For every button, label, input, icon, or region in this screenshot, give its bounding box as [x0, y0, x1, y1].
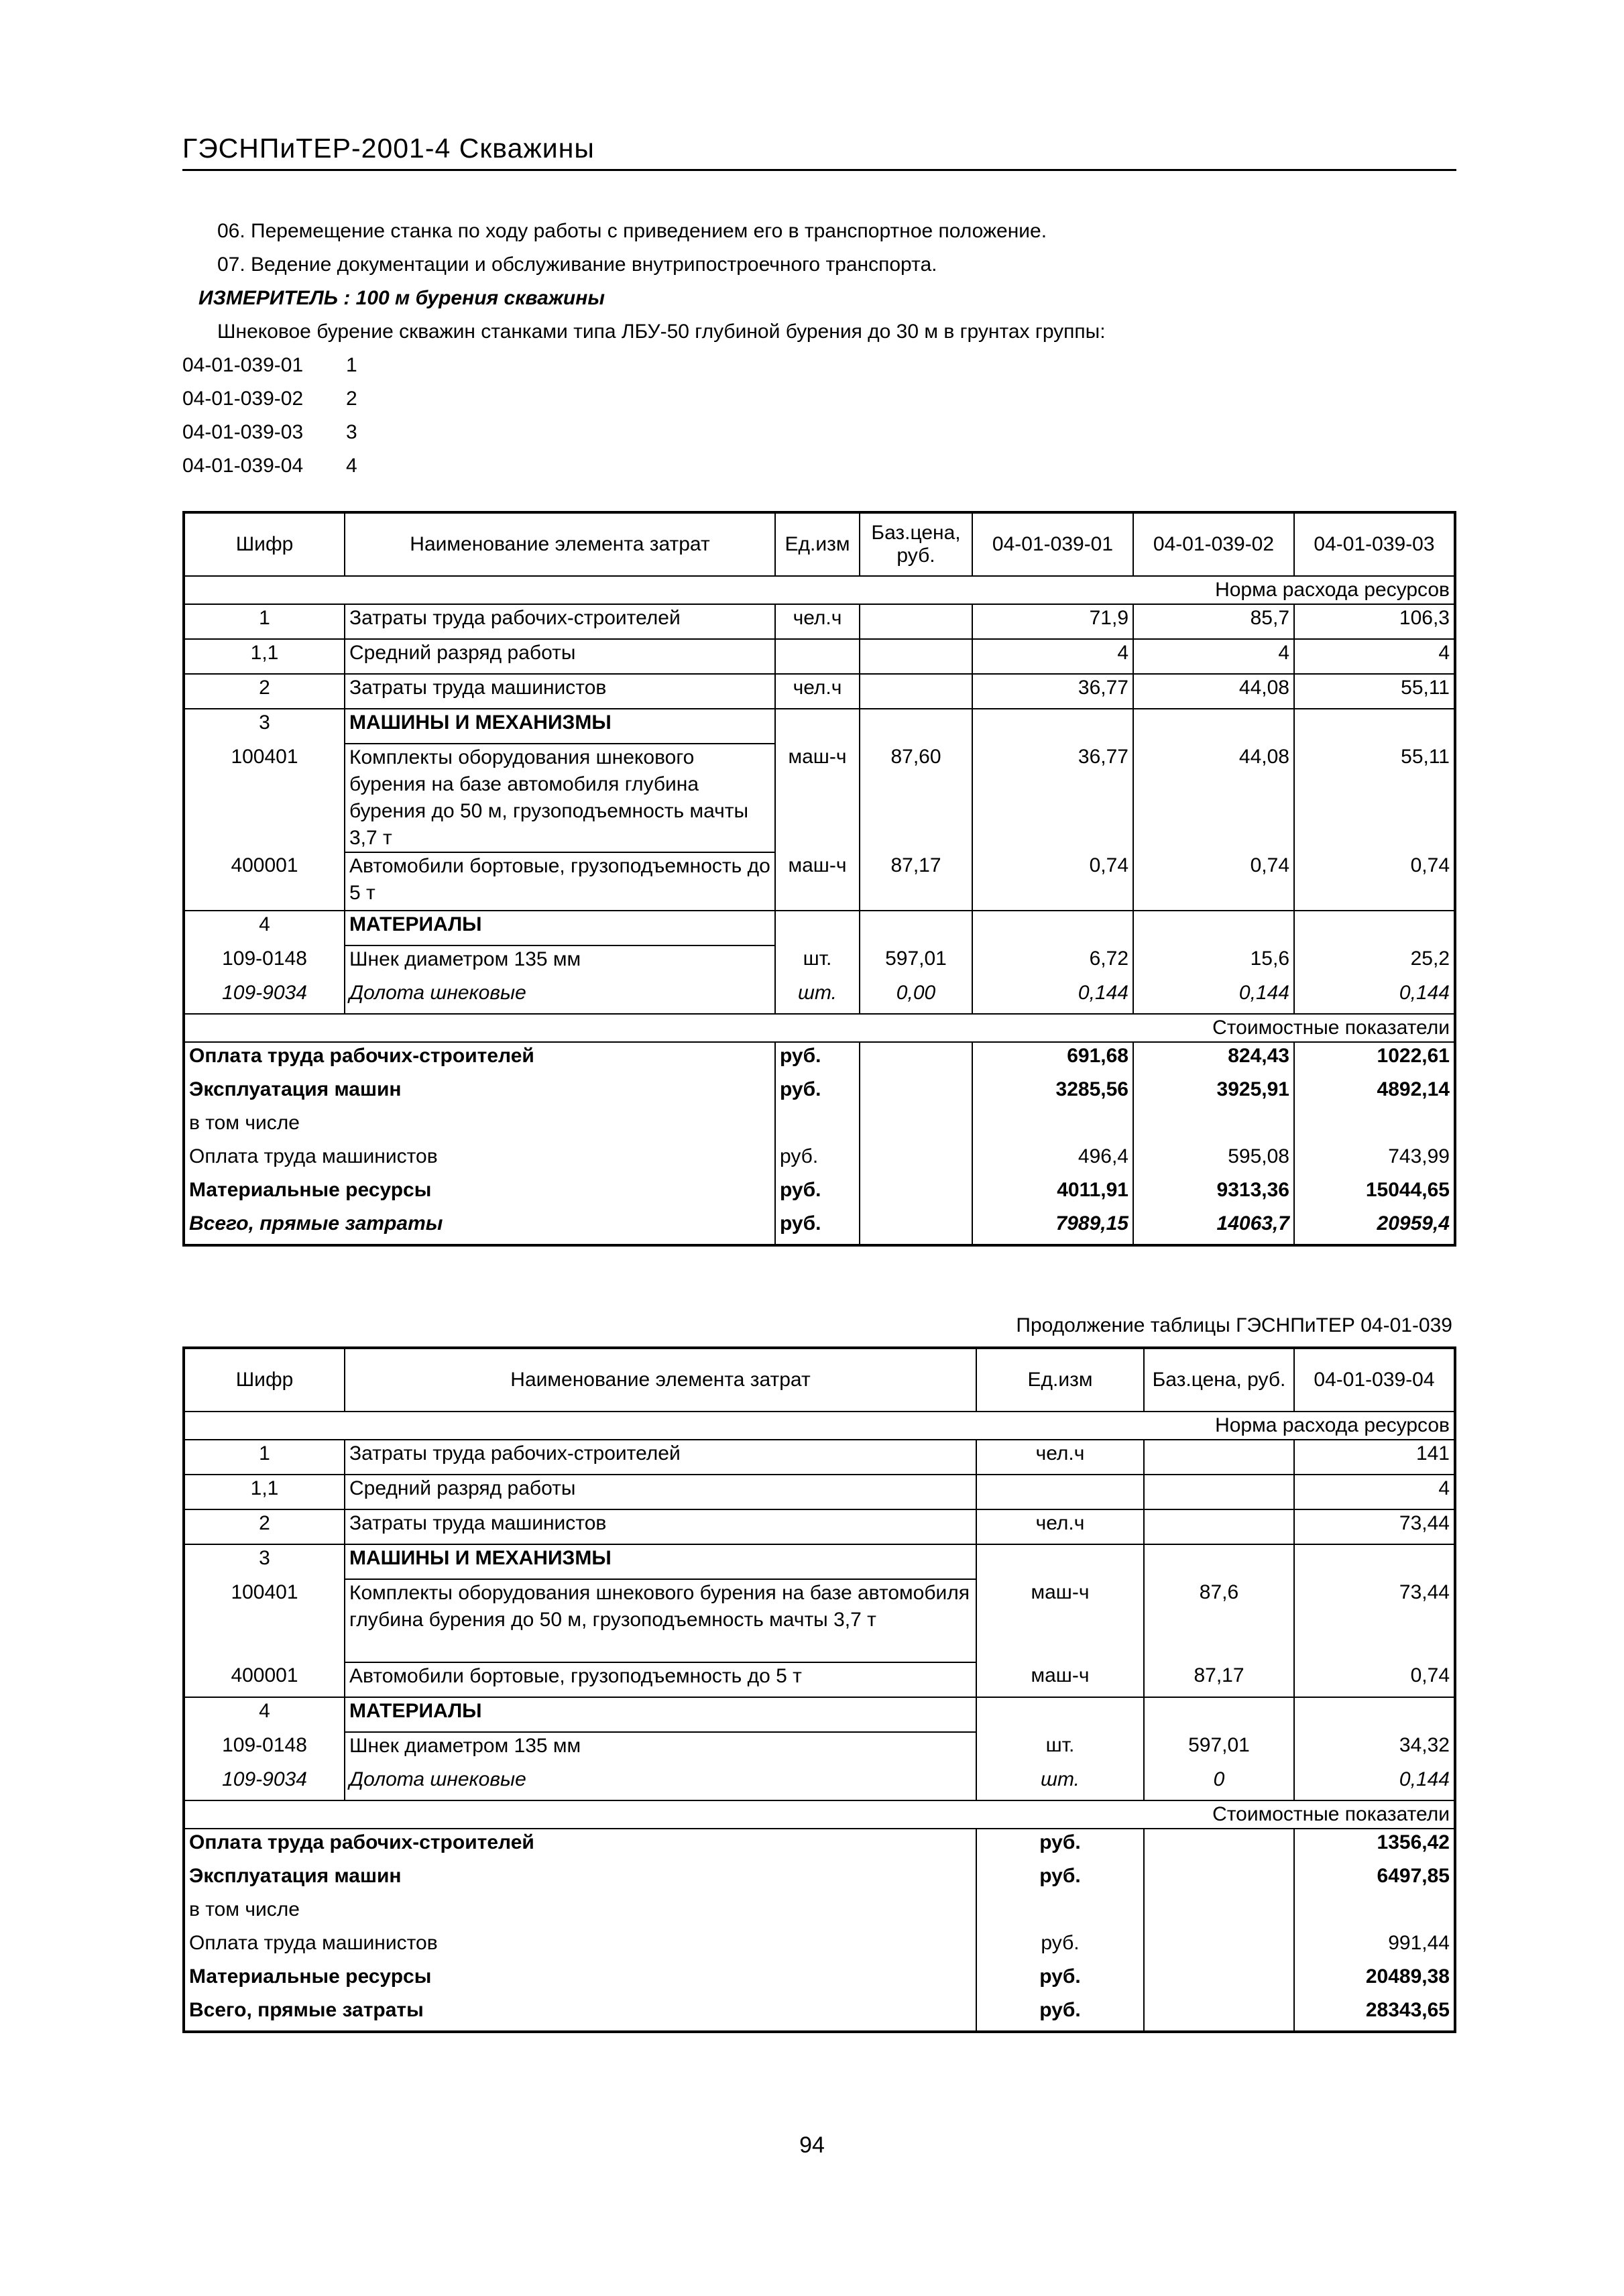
row-name: Долота шнековые: [345, 980, 775, 1014]
cost-unit: руб.: [976, 1829, 1144, 1863]
group-row: [184, 1544, 1455, 1579]
row-name: Автомобили бортовые, грузоподъемность до 5 т: [345, 1662, 976, 1697]
section-row: [184, 1800, 1455, 1829]
row-price: [1144, 1440, 1294, 1475]
group: 2: [346, 388, 357, 410]
table-row: [184, 852, 1455, 911]
cost-unit: [976, 1896, 1144, 1930]
group-row: [184, 709, 1455, 744]
cost-value-1: [972, 1110, 1133, 1143]
row-code: 100401: [184, 744, 345, 852]
cost-value-1: 3285,56: [972, 1076, 1133, 1110]
cost-name: Всего, прямые затраты: [184, 1997, 976, 2032]
cost-name: Материальные ресурсы: [184, 1177, 775, 1210]
document-header: ГЭСНПиТЕР-2001-4 Скважины: [182, 133, 595, 164]
cost-row: [184, 1177, 1455, 1210]
table-row: [184, 1475, 1455, 1509]
table-row: [184, 1662, 1455, 1697]
row-name: Шнек диаметром 135 мм: [345, 1732, 976, 1766]
page-number: 94: [799, 2132, 825, 2158]
table-row: [184, 604, 1455, 639]
row-code: 1,1: [184, 639, 345, 674]
cost-unit: руб.: [775, 1076, 860, 1110]
cost-unit: руб.: [775, 1177, 860, 1210]
col-header-price: Баз.цена, руб.: [860, 512, 972, 576]
row-name: МАТЕРИАЛЫ: [345, 1697, 976, 1732]
cost-row: [184, 1110, 1455, 1143]
row-value-3: 55,11: [1294, 674, 1455, 709]
row-price: [860, 604, 972, 639]
col-header-name: Наименование элемента затрат: [345, 1348, 976, 1412]
row-price: 597,01: [1144, 1732, 1294, 1766]
cost-row: [184, 1829, 1455, 1863]
row-name: Долота шнековые: [345, 1766, 976, 1800]
cost-value-1: 496,4: [972, 1143, 1133, 1177]
table-row: [184, 674, 1455, 709]
row-unit: [775, 639, 860, 674]
cost-unit: руб.: [976, 1997, 1144, 2032]
row-code: 109-0148: [184, 945, 345, 980]
row-price: 87,6: [1144, 1579, 1294, 1662]
row-unit: чел.ч: [775, 604, 860, 639]
section-row: [184, 1412, 1455, 1440]
row-name: Затраты труда рабочих-строителей: [345, 1440, 976, 1475]
row-unit: шт.: [976, 1732, 1144, 1766]
row-value-2: 4: [1133, 639, 1294, 674]
row-code: 109-0148: [184, 1732, 345, 1766]
norms-table-2: [182, 1346, 1456, 2033]
code: 04-01-039-04: [182, 455, 304, 477]
row-value-2: 85,7: [1133, 604, 1294, 639]
cost-value-1: 20489,38: [1294, 1963, 1455, 1997]
row-name: Средний разряд работы: [345, 639, 775, 674]
row-code: 2: [184, 674, 345, 709]
table-row: [184, 1509, 1455, 1544]
cost-name: Оплата труда машинистов: [184, 1143, 775, 1177]
cost-name: в том числе: [184, 1110, 775, 1143]
col-header-norm-1: 04-01-039-01: [972, 512, 1133, 576]
row-value-1: 4: [972, 639, 1133, 674]
col-header-norm-2: 04-01-039-02: [1133, 512, 1294, 576]
cost-value-1: 6497,85: [1294, 1863, 1455, 1896]
cost-value-1: 28343,65: [1294, 1997, 1455, 2032]
row-price: [860, 674, 972, 709]
table-row: [184, 744, 1455, 852]
row-unit: чел.ч: [775, 674, 860, 709]
table-row: [184, 639, 1455, 674]
row-unit: чел.ч: [976, 1509, 1144, 1544]
row-unit: шт.: [976, 1766, 1144, 1800]
cost-unit: руб.: [775, 1210, 860, 1245]
cost-row: [184, 1210, 1455, 1245]
row-price: 0,00: [860, 980, 972, 1014]
row-value-1: 36,77: [972, 674, 1133, 709]
cost-value-3: 1022,61: [1294, 1042, 1455, 1076]
cost-value-1: 4011,91: [972, 1177, 1133, 1210]
row-value-1: 34,32: [1294, 1732, 1455, 1766]
cost-value-2: 824,43: [1133, 1042, 1294, 1076]
cost-section-label: Стоимостные показатели: [184, 1014, 1455, 1042]
cost-unit: [775, 1110, 860, 1143]
code: 04-01-039-03: [182, 421, 304, 443]
table-row: [184, 1766, 1455, 1800]
cost-unit: руб.: [976, 1930, 1144, 1963]
cost-name: Оплата труда машинистов: [184, 1930, 976, 1963]
table-row: [184, 1579, 1455, 1662]
cost-value-1: 991,44: [1294, 1930, 1455, 1963]
row-name: Шнек диаметром 135 мм: [345, 945, 775, 980]
row-value-3: 55,11: [1294, 744, 1455, 852]
cost-row: [184, 1997, 1455, 2032]
cost-value-1: 1356,42: [1294, 1829, 1455, 1863]
row-code: 1,1: [184, 1475, 345, 1509]
row-value-2: 15,6: [1133, 945, 1294, 980]
row-code: 3: [184, 1544, 345, 1579]
row-value-1: 71,9: [972, 604, 1133, 639]
row-price: 597,01: [860, 945, 972, 980]
row-price: 0: [1144, 1766, 1294, 1800]
row-price: 87,17: [1144, 1662, 1294, 1697]
row-value-1: 0,144: [972, 980, 1133, 1014]
table-continuation-caption: Продолжение таблицы ГЭСНПиТЕР 04-01-039: [1016, 1314, 1452, 1336]
row-unit: маш-ч: [976, 1579, 1144, 1662]
row-value-3: 0,144: [1294, 980, 1455, 1014]
row-code: 100401: [184, 1579, 345, 1662]
cost-value-3: 20959,4: [1294, 1210, 1455, 1245]
cost-unit: руб.: [775, 1143, 860, 1177]
cost-value-3: 15044,65: [1294, 1177, 1455, 1210]
cost-name: Материальные ресурсы: [184, 1963, 976, 1997]
cost-name: Эксплуатация машин: [184, 1076, 775, 1110]
table-row: [184, 1440, 1455, 1475]
row-name: Средний разряд работы: [345, 1475, 976, 1509]
table-row: [184, 1732, 1455, 1766]
row-name: МАШИНЫ И МЕХАНИЗМЫ: [345, 1544, 976, 1579]
cost-row: [184, 1863, 1455, 1896]
intro-block: [182, 215, 1456, 483]
row-name: Комплекты оборудования шнекового бурения на базе автомобиля глубина бурения до 50 м, грузоподъемность мачты 3,7 т: [345, 744, 775, 852]
row-code: 2: [184, 1509, 345, 1544]
col-header-code: Шифр: [184, 512, 345, 576]
row-unit: маш-ч: [775, 852, 860, 911]
row-value-1: 0,74: [972, 852, 1133, 911]
row-code: 109-9034: [184, 1766, 345, 1800]
row-unit: маш-ч: [775, 744, 860, 852]
row-price: [1144, 1475, 1294, 1509]
row-unit: маш-ч: [976, 1662, 1144, 1697]
cost-value-1: 7989,15: [972, 1210, 1133, 1245]
row-name: Автомобили бортовые, грузоподъемность до 5 т: [345, 852, 775, 911]
row-name: Затраты труда машинистов: [345, 1509, 976, 1544]
row-name: Затраты труда рабочих-строителей: [345, 604, 775, 639]
cost-value-2: 9313,36: [1133, 1177, 1294, 1210]
row-code: 4: [184, 911, 345, 945]
code: 04-01-039-02: [182, 388, 304, 410]
row-value-3: 4: [1294, 639, 1455, 674]
code-line: [182, 449, 1456, 483]
cost-value-2: [1133, 1110, 1294, 1143]
group: 1: [346, 354, 357, 376]
cost-row: [184, 1963, 1455, 1997]
col-header-price: Баз.цена, руб.: [1144, 1348, 1294, 1412]
row-value-2: 0,144: [1133, 980, 1294, 1014]
row-name: МАШИНЫ И МЕХАНИЗМЫ: [345, 709, 775, 744]
cost-row: [184, 1042, 1455, 1076]
row-code: 400001: [184, 1662, 345, 1697]
cost-row: [184, 1896, 1455, 1930]
intro-description: Шнековое бурение скважин станками типа ЛБУ-50 глубиной бурения до 30 м в грунтах группы:: [217, 321, 1106, 343]
cost-row: [184, 1076, 1455, 1110]
row-unit: шт.: [775, 980, 860, 1014]
cost-section-label: Стоимостные показатели: [184, 1800, 1455, 1829]
row-value-1: 4: [1294, 1475, 1455, 1509]
norms-table-1: [182, 511, 1456, 1247]
code-line: [182, 416, 1456, 449]
table-row: [184, 945, 1455, 980]
table-row: [184, 980, 1455, 1014]
group: 4: [346, 455, 357, 477]
measure-unit: ИЗМЕРИТЕЛЬ : 100 м бурения скважины: [198, 287, 605, 309]
section-row: [184, 576, 1455, 604]
intro-item-07: 07. Ведение документации и обслуживание внутрипостроечного транспорта.: [217, 253, 937, 276]
cost-name: Всего, прямые затраты: [184, 1210, 775, 1245]
row-value-3: 25,2: [1294, 945, 1455, 980]
row-name: МАТЕРИАЛЫ: [345, 911, 775, 945]
group-row: [184, 1697, 1455, 1732]
row-unit: чел.ч: [976, 1440, 1144, 1475]
norm-section-label: Норма расхода ресурсов: [184, 576, 1455, 604]
col-header-code: Шифр: [184, 1348, 345, 1412]
row-code: 4: [184, 1697, 345, 1732]
cost-row: [184, 1143, 1455, 1177]
row-value-1: 6,72: [972, 945, 1133, 980]
row-code: 1: [184, 604, 345, 639]
row-value-2: 0,74: [1133, 852, 1294, 911]
row-name: Затраты труда машинистов: [345, 674, 775, 709]
cost-value-2: 3925,91: [1133, 1076, 1294, 1110]
row-code: 400001: [184, 852, 345, 911]
row-value-3: 106,3: [1294, 604, 1455, 639]
cost-value-2: 14063,7: [1133, 1210, 1294, 1245]
row-code: 3: [184, 709, 345, 744]
cost-value-3: 743,99: [1294, 1143, 1455, 1177]
row-unit: [976, 1475, 1144, 1509]
cost-unit: руб.: [976, 1863, 1144, 1896]
table-header-row: [184, 1348, 1455, 1412]
norm-section-label: Норма расхода ресурсов: [184, 1412, 1455, 1440]
row-unit: шт.: [775, 945, 860, 980]
cost-value-3: [1294, 1110, 1455, 1143]
col-header-unit: Ед.изм: [775, 512, 860, 576]
row-value-3: 0,74: [1294, 852, 1455, 911]
row-value-1: 73,44: [1294, 1579, 1455, 1662]
row-code: 1: [184, 1440, 345, 1475]
row-price: [860, 639, 972, 674]
col-header-norm-4: 04-01-039-04: [1294, 1348, 1455, 1412]
row-value-1: 0,144: [1294, 1766, 1455, 1800]
group: 3: [346, 421, 357, 443]
row-value-1: 141: [1294, 1440, 1455, 1475]
cost-name: в том числе: [184, 1896, 976, 1930]
cost-value-3: 4892,14: [1294, 1076, 1455, 1110]
row-price: 87,17: [860, 852, 972, 911]
row-value-2: 44,08: [1133, 744, 1294, 852]
cost-unit: руб.: [775, 1042, 860, 1076]
row-value-1: 36,77: [972, 744, 1133, 852]
cost-row: [184, 1930, 1455, 1963]
cost-unit: руб.: [976, 1963, 1144, 1997]
cost-name: Оплата труда рабочих-строителей: [184, 1042, 775, 1076]
col-header-unit: Ед.изм: [976, 1348, 1144, 1412]
code-line: [182, 382, 1456, 416]
col-header-name: Наименование элемента затрат: [345, 512, 775, 576]
row-value-1: 0,74: [1294, 1662, 1455, 1697]
cost-name: Оплата труда рабочих-строителей: [184, 1829, 976, 1863]
cost-value-2: 595,08: [1133, 1143, 1294, 1177]
group-row: [184, 911, 1455, 945]
col-header-norm-3: 04-01-039-03: [1294, 512, 1455, 576]
section-row: [184, 1014, 1455, 1042]
code: 04-01-039-01: [182, 354, 304, 376]
row-name: Комплекты оборудования шнекового бурения на базе автомобиля глубина бурения до 50 м, грузоподъемность мачты 3,7 т: [345, 1579, 976, 1662]
cost-value-1: 691,68: [972, 1042, 1133, 1076]
row-price: 87,60: [860, 744, 972, 852]
row-code: 109-9034: [184, 980, 345, 1014]
intro-item-06: 06. Перемещение станка по ходу работы с приведением его в транспортное положение.: [217, 220, 1047, 242]
cost-name: Эксплуатация машин: [184, 1863, 976, 1896]
table-header-row: [184, 512, 1455, 576]
cost-value-1: [1294, 1896, 1455, 1930]
code-line: [182, 349, 1456, 382]
header-rule: [182, 169, 1456, 171]
row-value-1: 73,44: [1294, 1509, 1455, 1544]
row-price: [1144, 1509, 1294, 1544]
row-value-2: 44,08: [1133, 674, 1294, 709]
